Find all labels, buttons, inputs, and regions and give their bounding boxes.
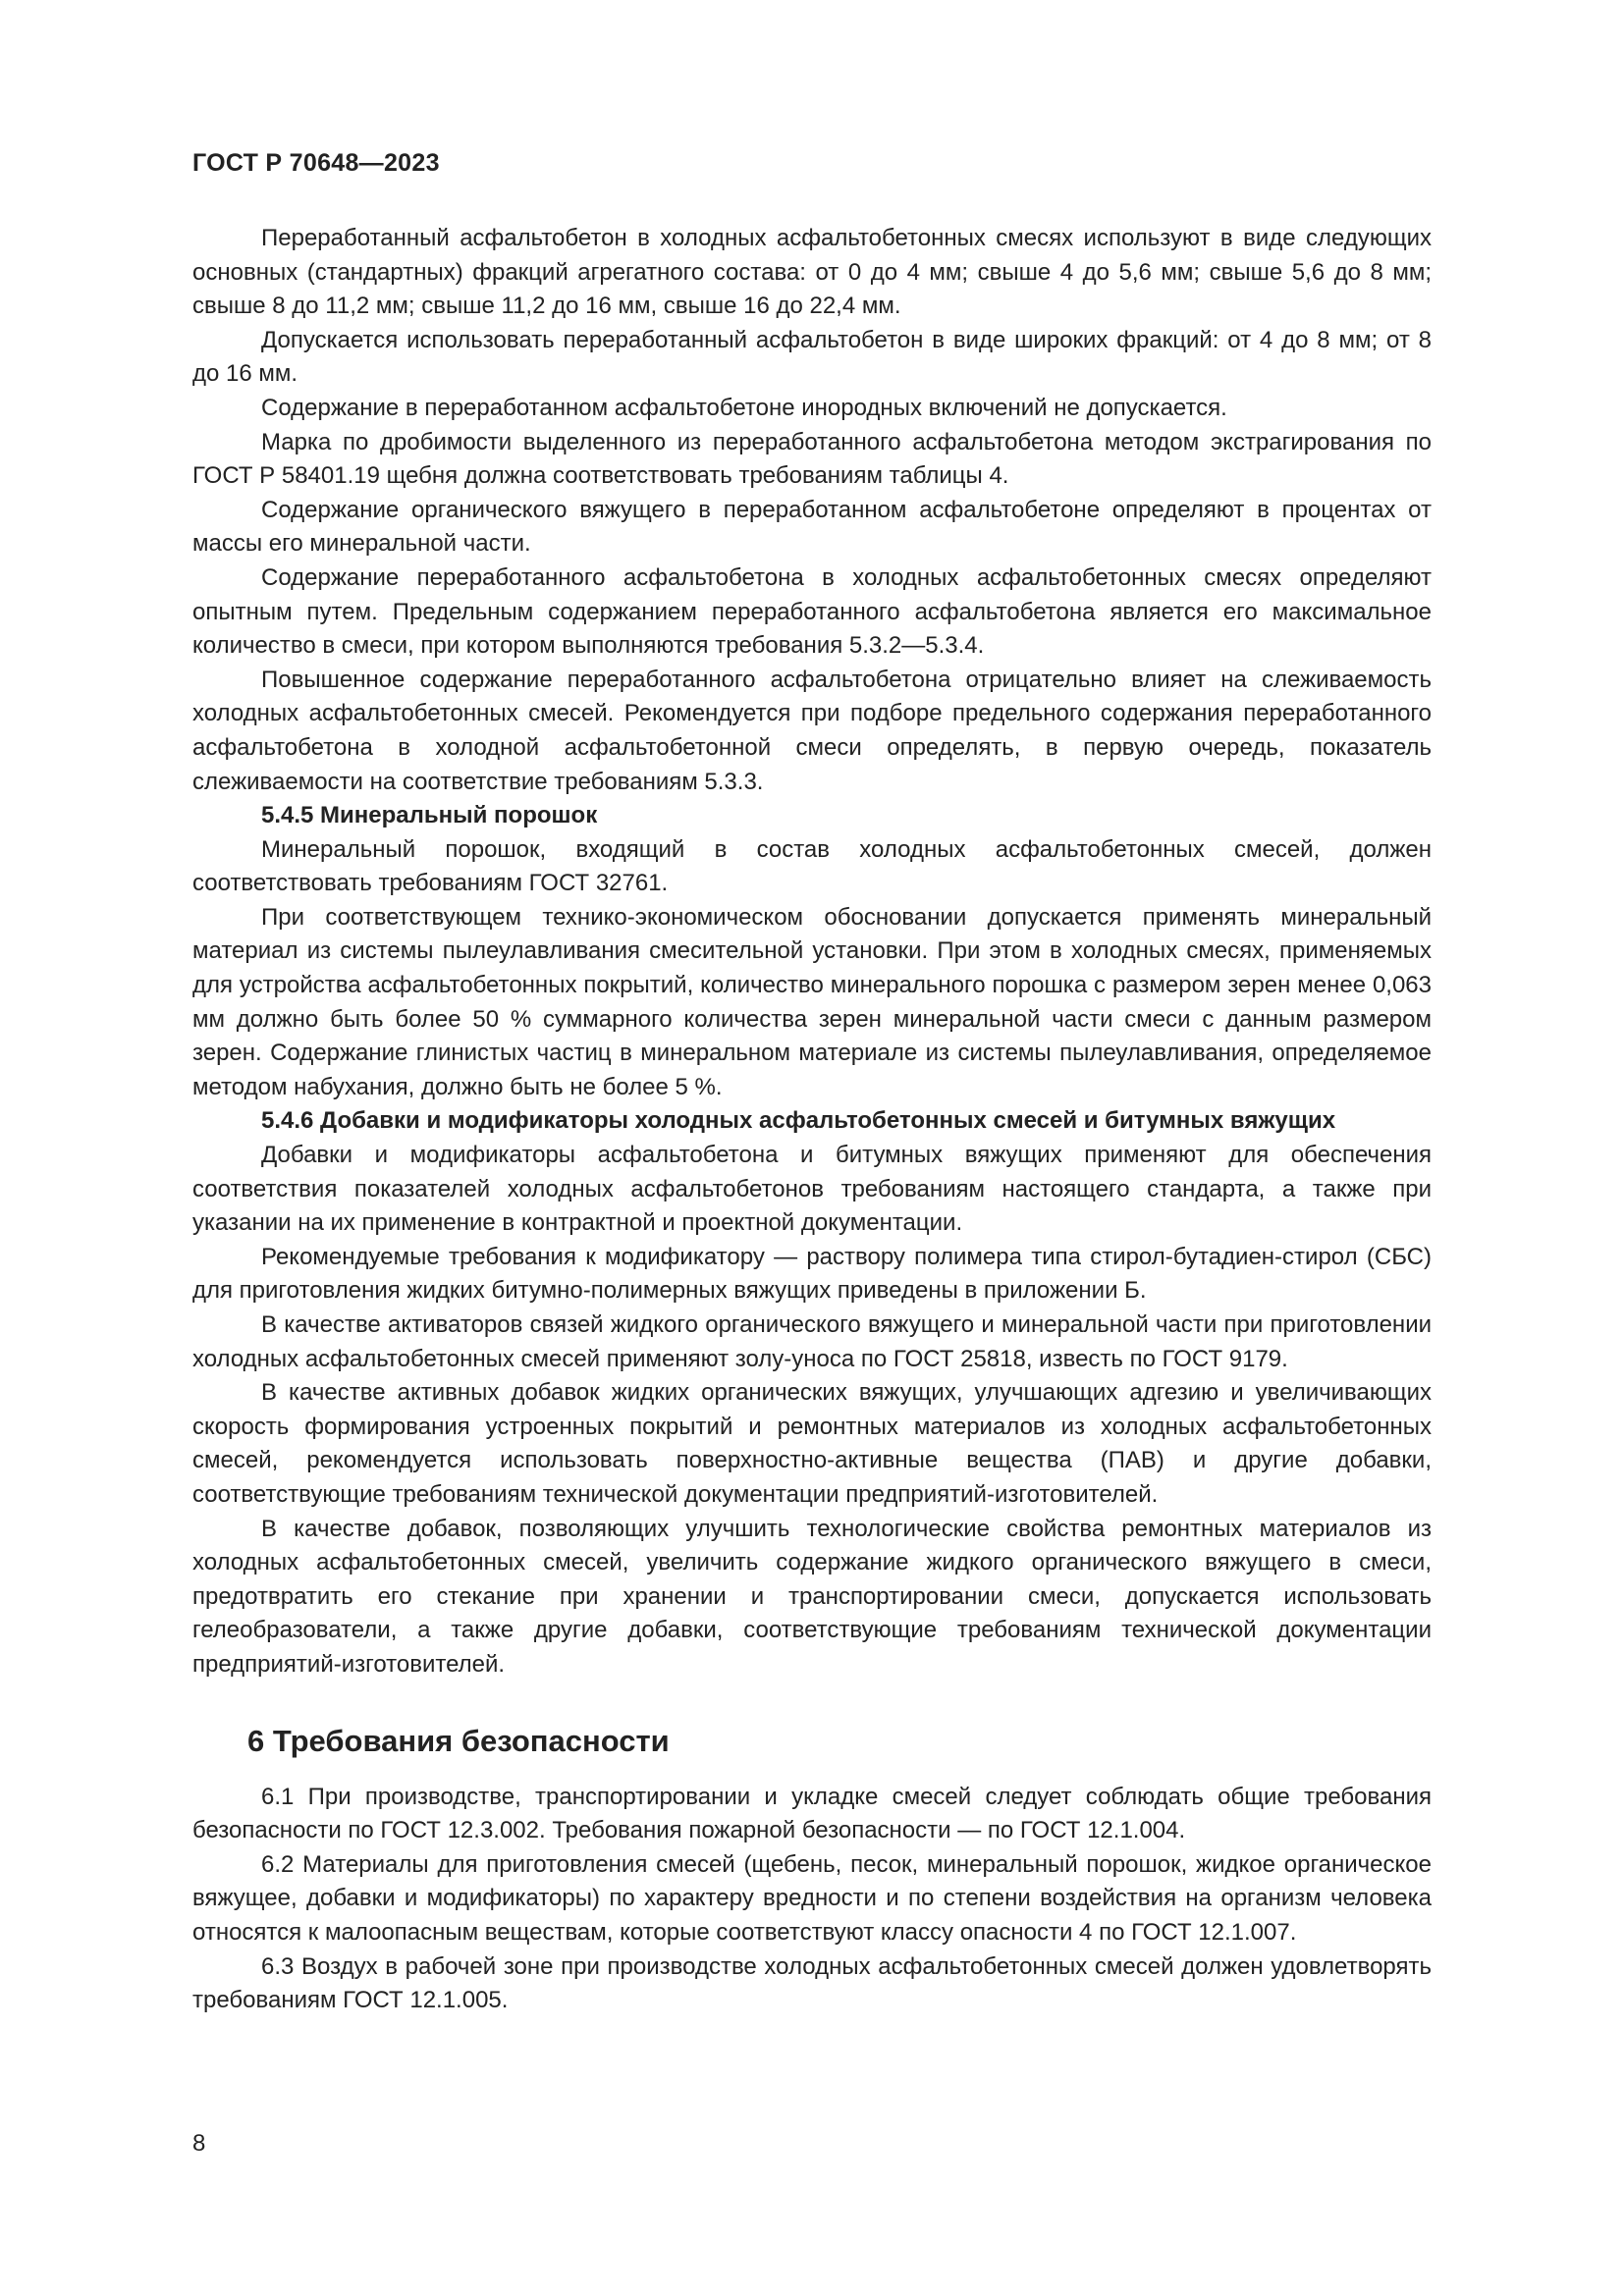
paragraph: В качестве активаторов связей жидкого органического вяжущего и минеральной части при приготовлении холодных асфальтобетонных смесей применяют золу-уноса по ГОСТ 25818, известь по ГОСТ 9179. bbox=[192, 1311, 1432, 1372]
paragraph: При соответствующем технико-экономическом обосновании допускается применять минеральный материал из системы пылеулавливания смесительной установки. При этом в холодных смесях, применяемых для устройства асфальтобетонных покрытий, количество минерального порошка с размером зерен менее 0,063 мм должно быть более 50 % суммарного количества зерен минеральной части смеси с данным размером зерен. Содержание глинистых частиц в минеральном материале из системы пылеулавливания, определяемое методом набухания, должно быть не более 5 %. bbox=[192, 903, 1432, 1100]
paragraph: Содержание переработанного асфальтобетона в холодных асфальтобетонных смесях определяют опытным путем. Предельным содержанием переработанного асфальтобетона является его максимальное количество в смеси, при котором выполняются требования 5.3.2—5.3.4. bbox=[192, 563, 1432, 660]
subsection-heading-5-4-5: 5.4.5 Минеральный порошок bbox=[261, 802, 598, 829]
paragraph: Рекомендуемые требования к модификатору — раствору полимера типа стирол-бутадиен-стирол (СБС) для приготовления жидких битумно-полимерных вяжущих приведены в приложении Б. bbox=[192, 1243, 1432, 1305]
paragraph: Повышенное содержание переработанного асфальтобетона отрицательно влияет на слеживаемость холодных асфальтобетонных смесей. Рекомендуется при подборе предельного содержания переработанного асфальтобетона в холодной асфальтобетонной смеси определять, в первую очередь, показатель слеживаемости на соответствие требованиям 5.3.3. bbox=[192, 666, 1432, 795]
paragraph: В качестве добавок, позволяющих улучшить технологические свойства ремонтных материалов из холодных асфальтобетонных смесей, увеличить содержание жидкого органического вяжущего в смеси, предотвратить его стекание при хранении и транспортировании смеси, допускается использовать гелеобразователи, а также другие добавки, соответствующие требованиям технической документации предприятий-изготовителей. bbox=[192, 1515, 1432, 1678]
page-number: 8 bbox=[192, 2130, 206, 2157]
paragraph: В качестве активных добавок жидких органических вяжущих, улучшающих адгезию и увеличивающих скорость формирования устроенных покрытий и ремонтных материалов из холодных асфальтобетонных смесей, рекомендуется использовать поверхностно-активные вещества (ПАВ) и другие добавки, соответствующие требованиям технической документации предприятий-изготовителей. bbox=[192, 1379, 1432, 1508]
document-body bbox=[192, 222, 1432, 2018]
paragraph: Содержание органического вяжущего в переработанном асфальтобетоне определяют в процентах от массы его минеральной части. bbox=[192, 496, 1432, 558]
paragraph: 6.3 Воздух в рабочей зоне при производстве холодных асфальтобетонных смесей должен удовлетворять требованиям ГОСТ 12.1.005. bbox=[192, 1952, 1432, 2014]
paragraph: Переработанный асфальтобетон в холодных асфальтобетонных смесях используют в виде следующих основных (стандартных) фракций агрегатного состава: от 0 до 4 мм; свыше 4 до 5,6 мм; свыше 5,6 до 8 мм; свыше 8 до 11,2 мм; свыше 11,2 до 16 мм, свыше 16 до 22,4 мм. bbox=[192, 225, 1432, 320]
document-header: ГОСТ Р 70648—2023 bbox=[192, 149, 440, 177]
paragraph: 6.1 При производстве, транспортировании и укладке смесей следует соблюдать общие требования безопасности по ГОСТ 12.3.002. Требования пожарной безопасности — по ГОСТ 12.1.004. bbox=[192, 1783, 1432, 1844]
paragraph: Минеральный порошок, входящий в состав холодных асфальтобетонных смесей, должен соответствовать требованиям ГОСТ 32761. bbox=[192, 835, 1432, 897]
paragraph: Содержание в переработанном асфальтобетоне инородных включений не допускается. bbox=[261, 394, 1227, 421]
paragraph: 6.2 Материалы для приготовления смесей (щебень, песок, минеральный порошок, жидкое органическое вяжущее, добавки и модификаторы) по характеру вредности и по степени воздействия на организм человека относятся к малоопасным веществам, которые соответствуют классу опасности 4 по ГОСТ 12.1.007. bbox=[192, 1850, 1432, 1946]
paragraph: Допускается использовать переработанный асфальтобетон в виде широких фракций: от 4 до 8 мм; от 8 до 16 мм. bbox=[192, 326, 1432, 388]
section-heading-6: 6 Требования безопасности bbox=[247, 1723, 670, 1758]
subsection-heading-5-4-6: 5.4.6 Добавки и модификаторы холодных асфальтобетонных смесей и битумных вяжущих bbox=[261, 1107, 1336, 1135]
paragraph: Добавки и модификаторы асфальтобетона и битумных вяжущих применяют для обеспечения соответствия показателей холодных асфальтобетонов требованиям настоящего стандарта, а также при указании на их применение в контрактной и проектной документации. bbox=[192, 1142, 1432, 1237]
paragraph: Марка по дробимости выделенного из переработанного асфальтобетона методом экстрагирования по ГОСТ Р 58401.19 щебня должна соответствовать требованиям таблицы 4. bbox=[192, 428, 1432, 490]
